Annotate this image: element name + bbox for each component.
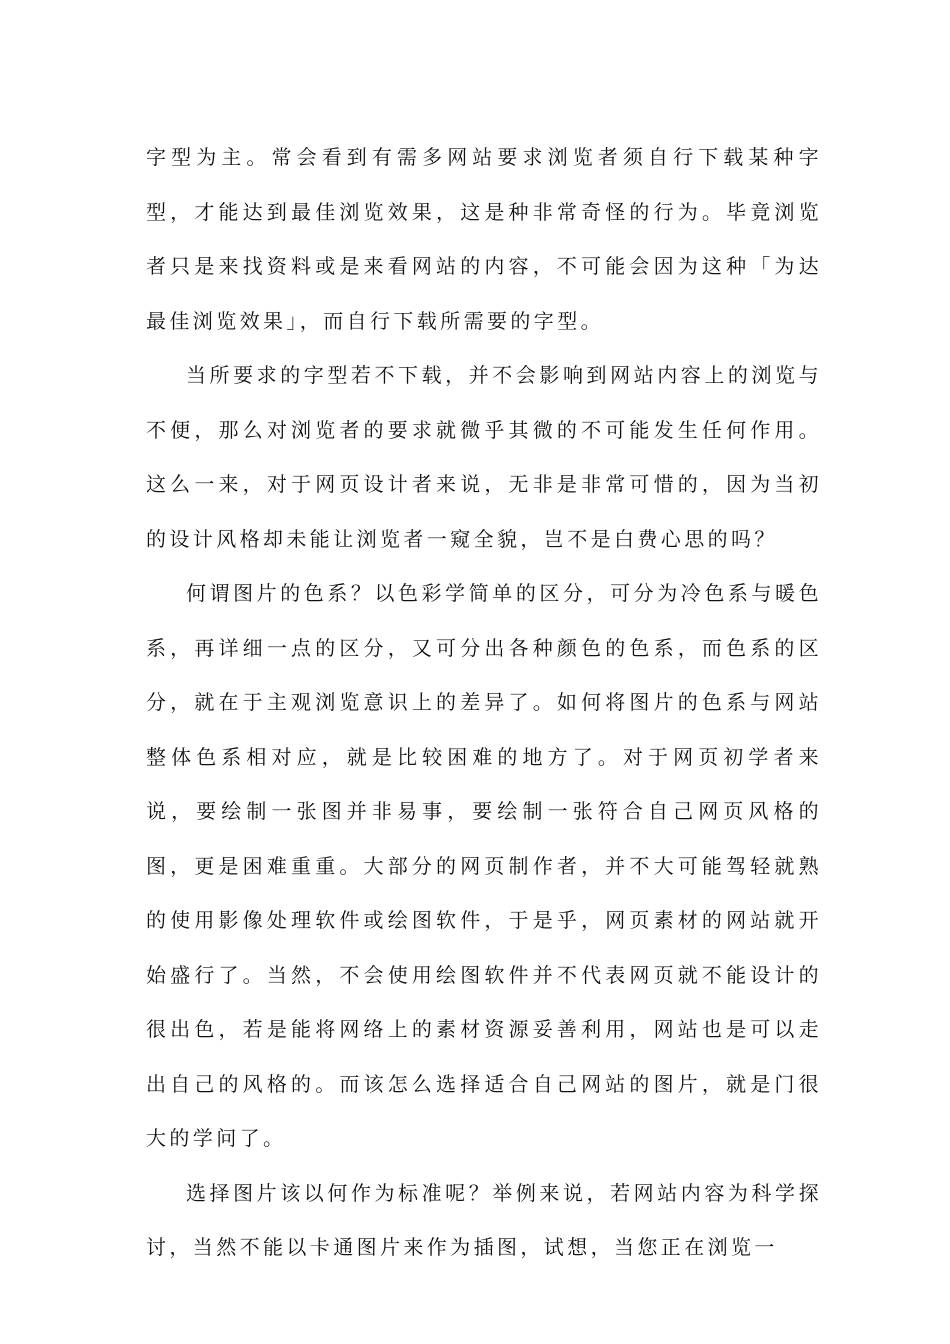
paragraph-continued: 字型为主。常会看到有需多网站要求浏览者须自行下载某种字型，才能达到最佳浏览效果，这是种非常奇怪的行为。毕竟浏览者只是来找资料或是来看网站的内容，不可能会因为这种「为达最佳浏览效果」，而自行下载所需要的字型。 xyxy=(146,145,822,333)
paragraph-font-download: 当所要求的字型若不下载，并不会影响到网站内容上的浏览与不便，那么对浏览者的要求就微乎其微的不可能发生任何作用。这么一来，对于网页设计者来说，无非是非常可惜的，因为当初的设计风格却未能让浏览者一窥全貌，岂不是白费心思的吗？ xyxy=(146,363,822,551)
body-text xyxy=(146,130,822,1275)
paragraph-image-color: 何谓图片的色系？以色彩学简单的区分，可分为冷色系与暖色系，再详细一点的区分，又可分出各种颜色的色系，而色系的区分，就在于主观浏览意识上的差异了。如何将图片的色系与网站整体色系相对应，就是比较困难的地方了。对于网页初学者来说，要绘制一张图并非易事，要绘制一张符合自己网页风格的图，更是困难重重。大部分的网页制作者，并不大可能驾轻就熟的使用影像处理软件或绘图软件，于是乎，网页素材的网站就开始盛行了。当然，不会使用绘图软件并不代表网页就不能设计的很出色，若是能将网络上的素材资源妥善利用，网站也是可以走出自己的风格的。而该怎么选择适合自己网站的图片，就是门很大的学问了。 xyxy=(146,581,822,1150)
paragraph-image-selection: 选择图片该以何作为标准呢？举例来说，若网站内容为科学探讨，当然不能以卡通图片来作为插图，试想，当您正在浏览一 xyxy=(146,1180,822,1259)
